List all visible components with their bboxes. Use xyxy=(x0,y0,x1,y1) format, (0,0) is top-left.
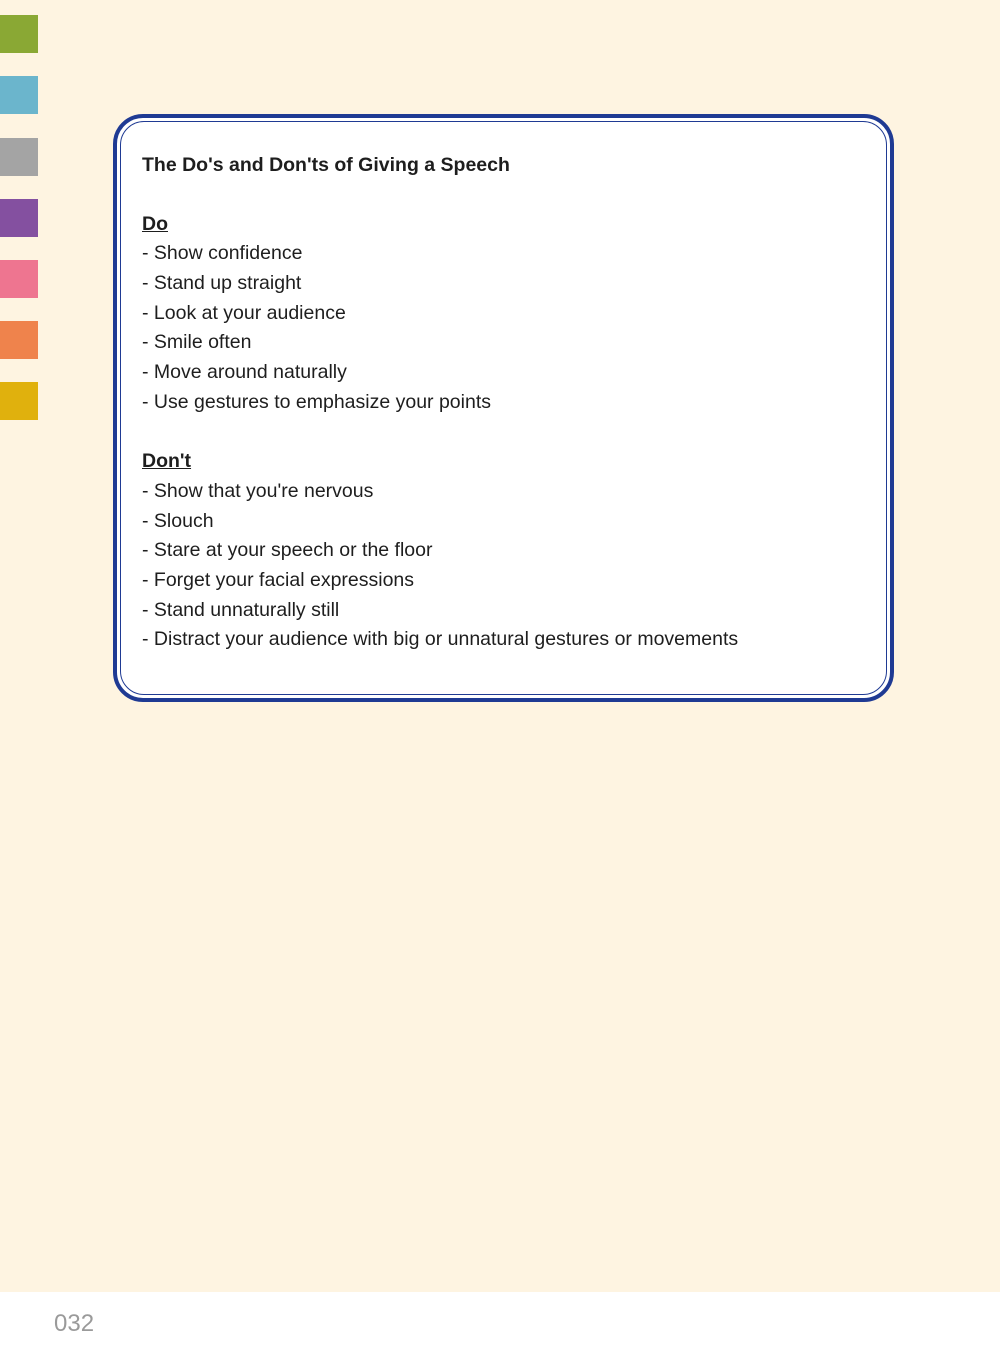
do-list-item: - Smile often xyxy=(142,331,252,354)
section-tab-pink[interactable] xyxy=(0,260,38,298)
do-list-item: - Look at your audience xyxy=(142,301,346,324)
page-number: 032 xyxy=(54,1310,95,1337)
section-tab-gray[interactable] xyxy=(0,138,38,176)
do-list-item: - Show confidence xyxy=(142,242,303,265)
dont-list-item: - Slouch xyxy=(142,509,214,532)
do-list-item: - Move around naturally xyxy=(142,361,347,384)
dont-list-item: - Show that you're nervous xyxy=(142,479,374,502)
spacer xyxy=(142,180,862,210)
dont-list xyxy=(142,477,862,655)
section-tab-blue[interactable] xyxy=(0,76,38,114)
dont-list-item: - Stand unnaturally still xyxy=(142,598,340,621)
dont-list-item: - Stare at your speech or the floor xyxy=(142,539,433,562)
do-list-item: - Use gestures to emphasize your points xyxy=(142,390,492,413)
dont-heading: Don't xyxy=(142,450,192,473)
tips-content xyxy=(142,150,862,655)
tips-title: The Do's and Don'ts of Giving a Speech xyxy=(142,154,510,176)
do-list-item: - Stand up straight xyxy=(142,272,302,294)
section-tab-yellow[interactable] xyxy=(0,382,38,420)
section-tab-orange[interactable] xyxy=(0,321,38,359)
dont-list-item: - Distract your audience with big or unnatural gestures or movements xyxy=(142,628,739,651)
section-tab-purple[interactable] xyxy=(0,199,38,237)
do-list xyxy=(142,239,862,417)
section-tab-green[interactable] xyxy=(0,15,38,53)
do-heading: Do xyxy=(142,212,168,235)
dont-list-item: - Forget your facial expressions xyxy=(142,568,415,591)
spacer xyxy=(142,418,862,448)
